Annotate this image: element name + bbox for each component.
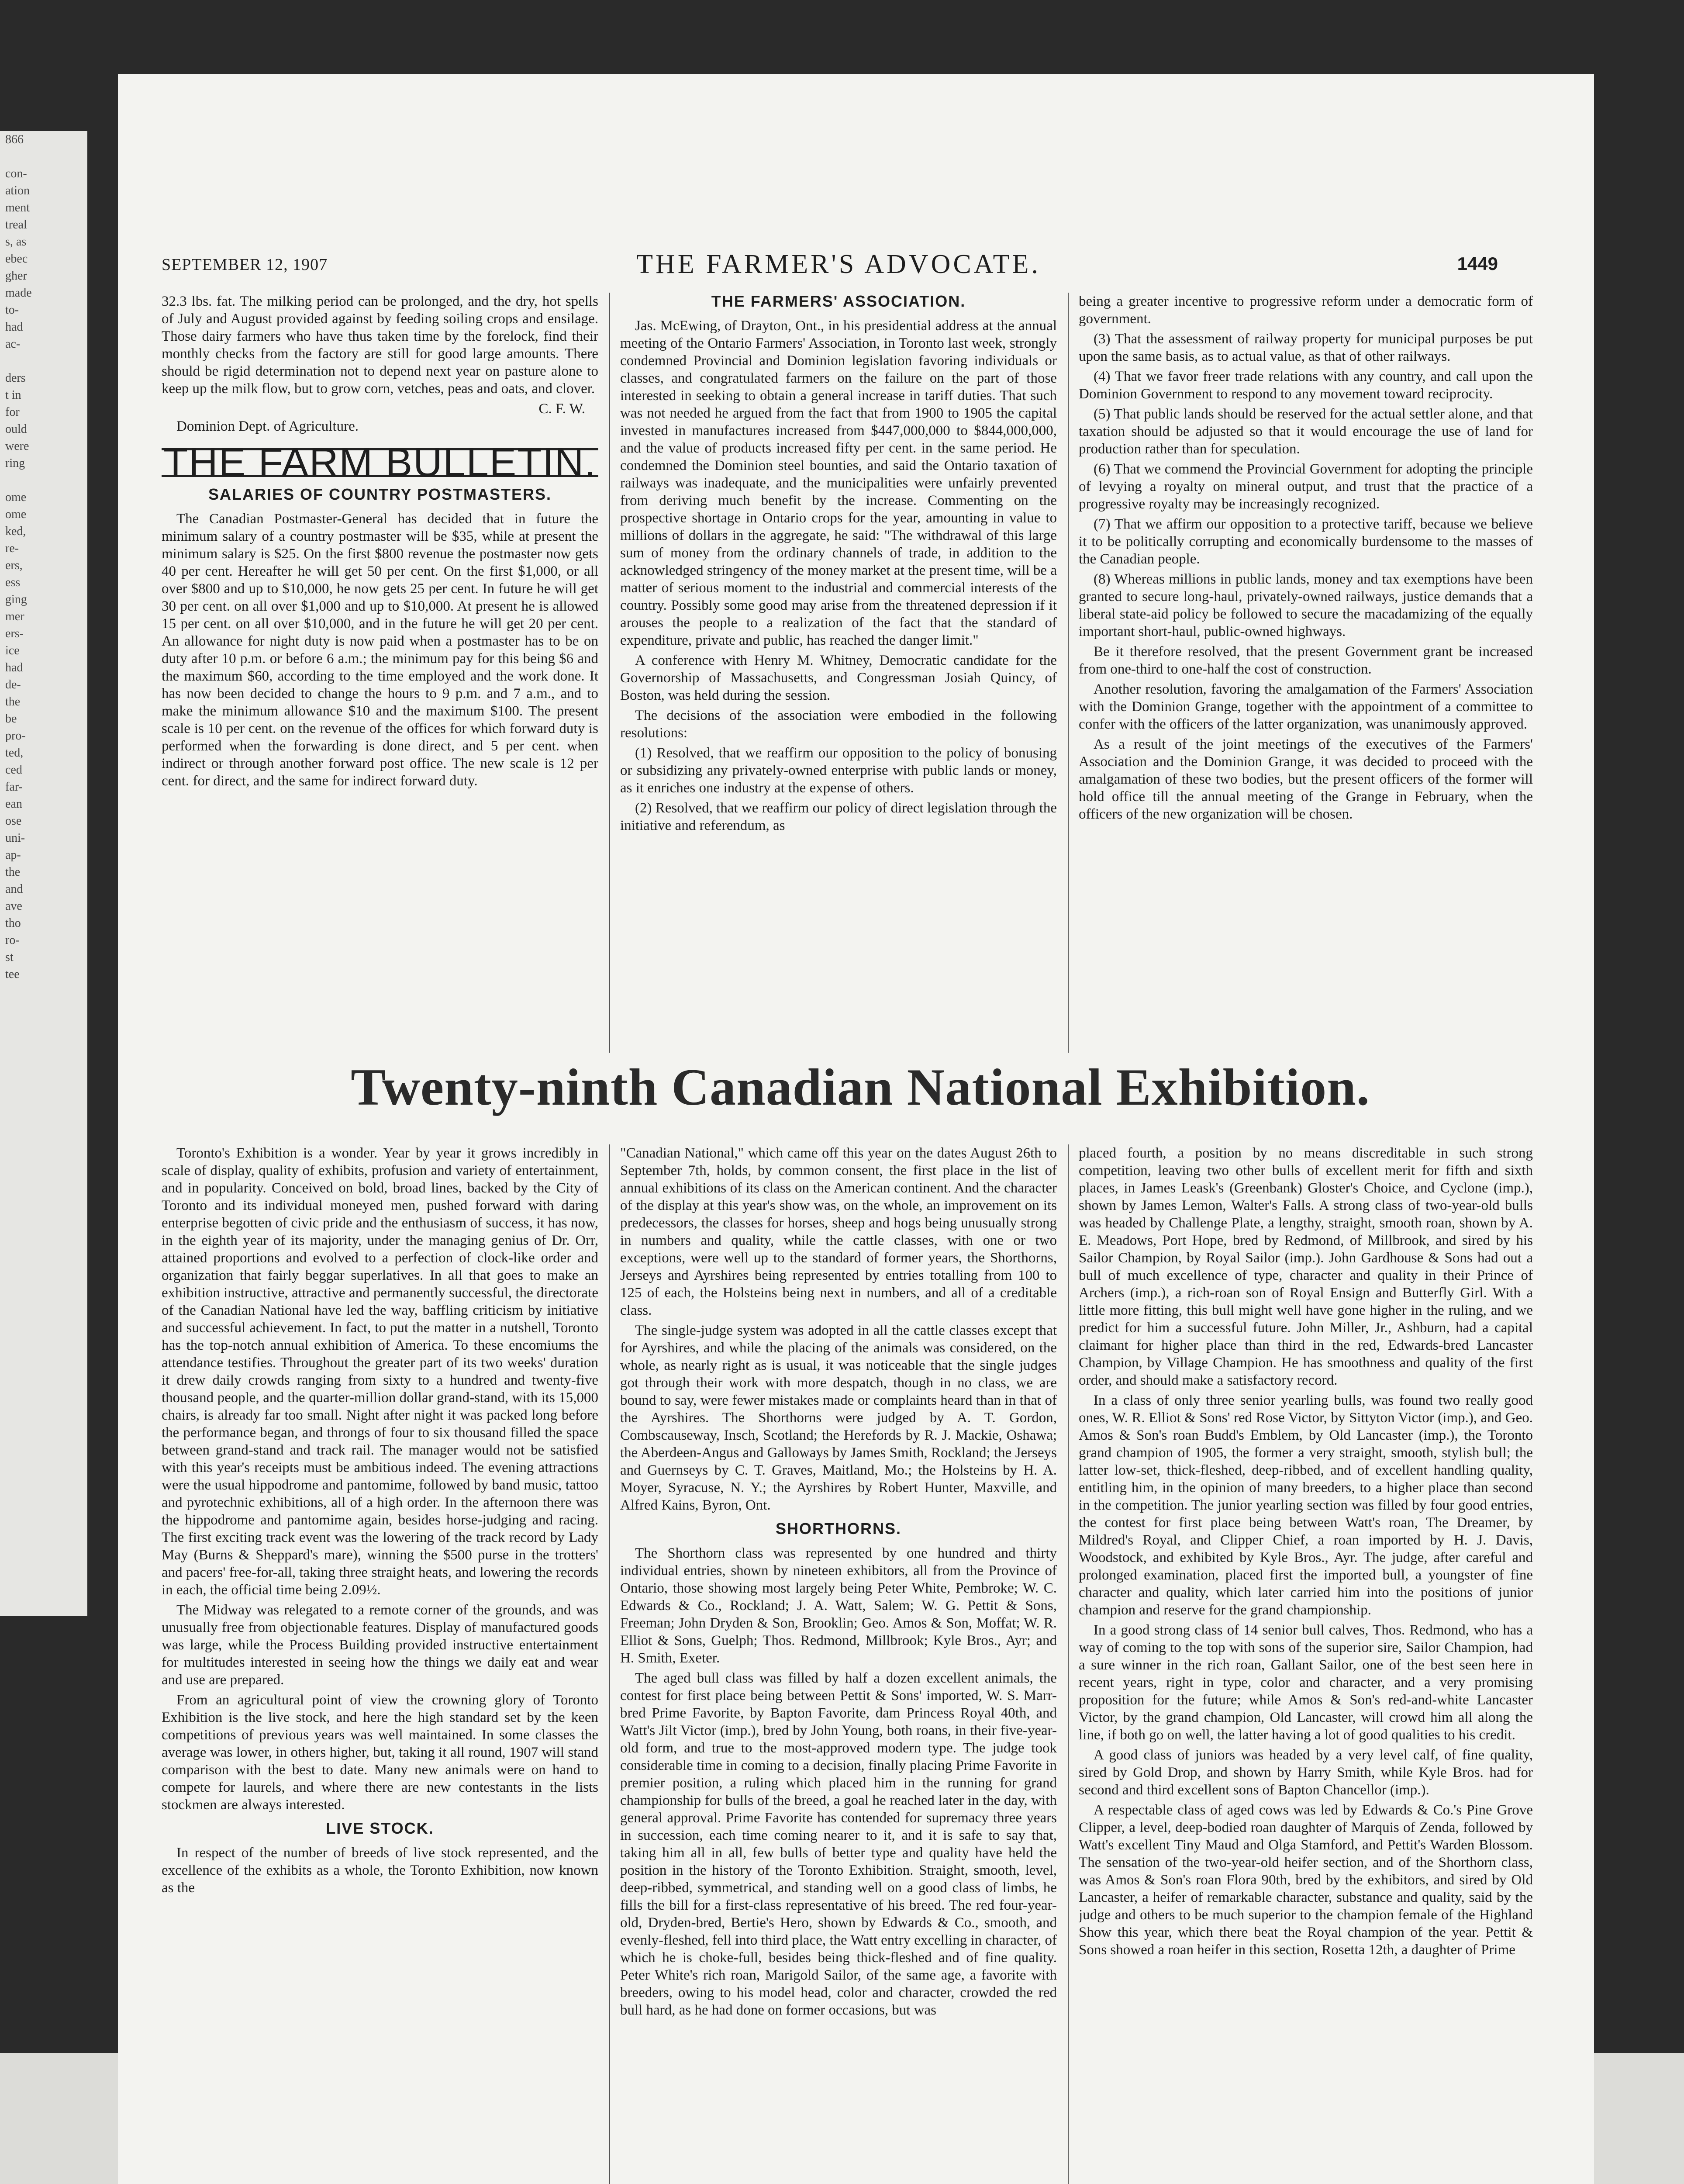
page-number: 1449	[1457, 253, 1498, 274]
article-paragraph: Be it therefore resolved, that the present Government grant be increased from one-third to one-half the cost of construction.	[1079, 644, 1533, 677]
section-subhead: LIVE STOCK.	[326, 1819, 434, 1837]
article-paragraph: (7) That we affirm our opposition to a protective tariff, because we believe it to be politically corrupting and economically burdensome to the masses of the Canadian people.	[1079, 516, 1533, 567]
adjacent-page-fragment: tho	[5, 916, 21, 930]
author-signature: C. F. W.	[538, 401, 585, 417]
page-header	[162, 249, 1515, 284]
adjacent-page-fragment: tee	[5, 968, 20, 981]
article-paragraph: In a good strong class of 14 senior bull calves, Thos. Redmond, who has a way of coming to the top with sons of the superior sire, Sailor Champion, had a sure winner in the rich roan, Gallant Sailor, one of the best seen here in recent years, right in type, color and character, and a very promising proposition for the future; while Amos & Son's red-and-white Lancaster Victor, by the grand champion, Old Lancaster, will crowd him all along the line, if both go on well, the latter having a lot of good qualities to his credit.	[1079, 1622, 1533, 1743]
article-paragraph: (8) Whereas millions in public lands, money and tax exemptions have been granted to secure long-haul, privately-owned railways, justice demands that a liberal state-aid policy be followed to secure the macadamizing of the equally important short-haul, public-owned highways.	[1079, 571, 1533, 639]
adjacent-page-fragment: the	[5, 865, 21, 879]
adjacent-page-fragment: ome	[5, 508, 27, 521]
adjacent-page-fragment: for	[5, 405, 20, 419]
article-paragraph: being a greater incentive to progressive reform under a democratic form of government.	[1079, 294, 1533, 327]
adjacent-page-fragment: t in	[5, 388, 21, 402]
adjacent-page-fragment: ers-	[5, 627, 24, 640]
lower-column-2	[620, 1144, 1057, 2184]
lower-column-1	[162, 1144, 598, 2184]
adjacent-page-fragment: ring	[5, 456, 25, 470]
adjacent-page-fragment: mer	[5, 610, 24, 623]
adjacent-page-fragment: ebec	[5, 252, 28, 266]
adjacent-page-fragment: ders	[5, 371, 26, 385]
adjacent-page-fragment: ced	[5, 763, 22, 777]
article-paragraph: From an agricultural point of view the crowning glory of Toronto Exhibition is the live stock, and here the high standard set by the keen competitions of previous years was well maintained. In some classes the average was lower, in others higher, but, taking it all round, 1907 will stand comparison with the best to date. Many new animals were on hand to compete for laurels, and where there are new contestants in the lists stockmen are always interested.	[162, 1692, 598, 1813]
article-paragraph: The Canadian Postmaster-General has decided that in future the minimum salary of a country postmaster will be $35, while at present the minimum salary is $25. On the first $800 revenue the postmaster now gets 40 per cent. Hereafter he will get 50 per cent. On the first $1,000, or all over $800 and up to $10,000, he now gets 25 per cent. In future he will get 30 per cent. on all over $1,000 and up to $10,000. At present he is allowed 15 per cent. on all over $10,000, and in the future he will get 20 per cent. An allowance for night duty is now paid when a postmaster has to be on duty after 10 p.m. or before 6 a.m.; the minimum pay for this being $6 and the maximum $60, according to the time employed and the work done. It has now been decided to change the hours to 9 p.m. and 7 a.m., and to make the minimum allowance $10 and the maximum $100. The present scale is 10 per cent. on the revenue of the offices for which forward duty is performed when the forwarding is done direct, and 5 per cent. when indirect or through another forward post office. The new scale is 12 per cent. for direct, and the same for indirect forward duty.	[162, 511, 598, 789]
newspaper-page	[118, 74, 1594, 2184]
adjacent-page-fragment: pro-	[5, 729, 26, 743]
adjacent-page-fragment: had	[5, 320, 23, 334]
adjacent-page-fragment: ess	[5, 576, 21, 589]
adjacent-page-fragment: ked,	[5, 525, 26, 538]
continued-paragraph: 32.3 lbs. fat. The milking period can be prolonged, and the dry, hot spells of July and August provided against by feeding soiling crops and ensilage. Those dairy farmers who have thus taken time by the forelock, find their monthly checks from the factory are still for good large amounts. There should be rigid determination not to depend next year on pasture alone to keep up the milk flow, but to grow corn, vetches, peas and oats, and clover.	[162, 294, 598, 397]
article-paragraph: The Midway was relegated to a remote corner of the grounds, and was unusually free from objectionable features. Display of manufactured goods was large, while the Process Building provided instructive entertainment for multitudes interested in seeing how the things we daily eat and wear and use are prepared.	[162, 1602, 598, 1688]
adjacent-page-fragment: s, as	[5, 235, 27, 249]
exhibition-headline: Twenty-ninth Canadian National Exhibition.	[351, 1058, 1370, 1116]
adjacent-page-fragment: ted,	[5, 746, 24, 760]
adjacent-page-fragment: were	[5, 439, 29, 453]
article-paragraph: (1) Resolved, that we reaffirm our opposition to the policy of bonusing or subsidizing any privately-owned enterprise with public lands or money, as it enriches one industry at the expense of others.	[620, 745, 1057, 796]
article-paragraph: placed fourth, a position by no means discreditable in such strong competition, leaving two other bulls of excellent merit for fifth and sixth places, in James Leask's (Greenbank) Gloster's Choice, and Cyclone (imp.), shown by James Lemon, Walter's Falls. A strong class of two-year-old bulls was headed by Challenge Plate, a lengthy, straight, smooth roan, shown by A. E. Meadows, Port Hope, bred by Redmond, of Millbrook, and sired by his Sailor Champion, by Royal Sailor (imp.). John Gardhouse & Sons had out a bull of much excellence of type, character and quality in their Prince of Archers (imp.), a rich-roan son of Royal Ensign and Butterfly Girl. With a little more fitting, this bull might well have gone higher in the ruling, and we predict for him a successful future. John Miller, Jr., Ashburn, had a capital claimant for higher place than third in the red, Edwards-bred Lancaster Champion, by Village Champion. He has smoothness and quality of the first order, and should make a satisfactory record.	[1079, 1145, 1533, 1388]
section-subhead: SALARIES OF COUNTRY POSTMASTERS.	[208, 485, 552, 503]
article-paragraph: As a result of the joint meetings of the executives of the Farmers' Association and the Dominion Grange, it was decided to proceed with the amalgamation of these two bodies, but the present officers of the former will hold office till the annual meeting of the Grange in February, when the officers of the new organization will be chosen.	[1079, 736, 1533, 822]
article-paragraph: In respect of the number of breeds of live stock represented, and the excellence of the exhibits as a whole, the Toronto Exhibition, now known as the	[162, 1845, 598, 1896]
adjacent-page-fragment: uni-	[5, 831, 25, 845]
article-paragraph: "Canadian National," which came off this year on the dates August 26th to September 7th, holds, by common consent, the first place in the list of annual exhibitions of its class on the American continent. And the character of the display at this year's show was, on the whole, an improvement on its predecessors, the classes for horses, sheep and hogs being unusually strong in numbers and quality, while the cattle classes, with one or two exceptions, were well up to the standard of former years, the Shorthorns, Jerseys and Ayrshires being represented by entries totalling from 100 to 125 of each, the Holsteins being next in numbers, and all of a creditable class.	[620, 1145, 1057, 1318]
article-paragraph: (4) That we favor freer trade relations with any country, and call upon the Dominion Government to respond to any movement toward reciprocity.	[1079, 369, 1533, 402]
column-rule	[609, 293, 610, 1053]
adjacent-page-fragment: ould	[5, 422, 27, 436]
farm-bulletin-banner: THE FARM BULLETIN.	[162, 448, 598, 477]
article-paragraph: Jas. McEwing, of Drayton, Ont., in his presidential address at the annual meeting of the Ontario Farmers' Association, in Toronto last week, strongly condemned Provincial and Dominion legislation favoring individuals or classes, and congratulated farmers on the failure on the part of those interested in seeking to obtain a general increase in tariff duties. That such was not needed he argued from the fact that from 1900 to 1905 the capital invested in manufactures increased from $447,000,000 to $844,000,000, and the value of products increased fifty per cent. in the same period. He condemned the Dominion steel bounties, and said the Ontario taxation of railways was inadequate, and the municipalities were unfairly prevented from deriving much benefit by the increase. Commenting on the prospective shortage in Ontario crops for the year, amounting in value to millions of dollars in the aggregate, he said: "The withdrawal of this large sum of money from the ordinary channels of trade, in addition to the acknowledged stringency of the money market at the present time, will be a matter of serious moment to the industrial and commercial interests of the country. Possibly some good may arise from the threatened depression if it arouses the people to a realization of the fact that the standard of expenditure, private and public, has reached the danger limit."	[620, 318, 1057, 648]
column-rule	[609, 1144, 610, 2184]
adjacent-page-fragment: ean	[5, 797, 22, 811]
adjacent-page-fragment: ose	[5, 814, 22, 828]
adjacent-page-strip	[0, 131, 87, 1616]
adjacent-page-fragment: ac-	[5, 337, 21, 351]
article-paragraph: The decisions of the association were embodied in the following resolutions:	[620, 708, 1057, 741]
adjacent-page-fragment: st	[5, 950, 14, 964]
adjacent-page-fragment: re-	[5, 542, 19, 555]
adjacent-page-fragment: 866	[5, 133, 24, 146]
adjacent-page-fragment: ment	[5, 201, 30, 214]
adjacent-page-fragment: treal	[5, 218, 27, 232]
adjacent-page-fragment: ave	[5, 899, 22, 913]
adjacent-page-fragment: the	[5, 695, 21, 708]
upper-column-2	[620, 293, 1057, 1057]
adjacent-page-fragment	[0, 472, 87, 489]
adjacent-page-fragment: and	[5, 882, 23, 896]
article-paragraph: (3) That the assessment of railway property for municipal purposes be put upon the same basis, as to actual value, as that of other railways.	[1079, 331, 1533, 364]
adjacent-page-fragment: be	[5, 712, 17, 726]
adjacent-page-fragment: ging	[5, 593, 27, 606]
adjacent-page-fragment: ers,	[5, 559, 23, 572]
article-paragraph: A good class of juniors was headed by a very level calf, of fine quality, sired by Gold Drop, and shown by Harry Smith, while Kyle Bros. had for second and third excellent sons of Bapton Chancellor (imp.).	[1079, 1747, 1533, 1798]
adjacent-page-fragment: made	[5, 286, 32, 300]
article-paragraph: The aged bull class was filled by half a dozen excellent animals, the contest for first place being between Pettit & Sons' imported, W. S. Marr-bred Prime Favorite, by Bapton Favorite, dam Princess Royal 40th, and Watt's Jilt Victor (imp.), bred by John Young, both roans, in their five-year-old form, and true to the most-approved modern type. The judge took considerable time in coming to a decision, finally placing Prime Favorite in premier position, a ruling which placed him in the running for grand championship for bulls of the breed, a goal he reached later in the day, with general approval. Prime Favorite has contended for supremacy three years in succession, each time coming nearer to it, and it is safe to say that, taking him all in all, few bulls of better type and quality have held the position in the history of the Toronto Exhibition. Straight, smooth, level, deep-ribbed, symmetrical, and standing well on a good class of limbs, he fills the bill for a first-class representative of his breed. The red four-year-old, Dryden-bred, Bertie's Hero, shown by Edwards & Co., smooth, and evenly-fleshed, fell into third place, the Watt entry excelling in character, of which he is choke-full, besides being thick-fleshed and of fine quality. Peter White's rich roan, Marigold Sailor, of the same age, a favorite with breeders, owing to his model head, color and character, crowded the red bull hard, as he had done on former occasions, but was	[620, 1670, 1057, 2018]
issue-date: SEPTEMBER 12, 1907	[162, 256, 328, 274]
article-paragraph: (6) That we commend the Provincial Government for adopting the principle of levying a royalty on mineral output, and trust that the practice of a progressive royalty may be increasingly recognized.	[1079, 461, 1533, 512]
article-paragraph: The Shorthorn class was represented by one hundred and thirty individual entries, shown by nineteen exhibitors, all from the Province of Ontario, those showing most largely being Peter White, Pembroke; W. C. Edwards & Co., Rockland; J. A. Watt, Salem; W. G. Pettit & Sons, Freeman; John Dryden & Son, Brooklin; Geo. Amos & Son, Moffat; W. R. Elliot & Sons, Guelph; Thos. Redmond, Millbrook; Kyle Bros., Ayr; and H. Smith, Exeter.	[620, 1545, 1057, 1666]
article-paragraph: (2) Resolved, that we reaffirm our policy of direct legislation through the initiative and referendum, as	[620, 800, 1057, 833]
article-paragraph: A conference with Henry M. Whitney, Democratic candidate for the Governorship of Massachusetts, and Congressman Josiah Quincy, of Boston, was held during the session.	[620, 653, 1057, 703]
column-rule	[1068, 293, 1069, 1053]
adjacent-page-fragment: ation	[5, 184, 30, 197]
upper-column-3	[1079, 293, 1533, 1057]
adjacent-page-fragment	[0, 148, 87, 165]
adjacent-page-fragment: con-	[5, 167, 27, 180]
masthead-title: THE FARMER'S ADVOCATE.	[636, 249, 1041, 279]
adjacent-page-fragment: had	[5, 661, 23, 674]
section-subhead: SHORTHORNS.	[775, 1520, 901, 1538]
section-subhead: THE FARMERS' ASSOCIATION.	[711, 293, 966, 310]
column-rule	[1068, 1144, 1069, 2184]
adjacent-page-fragment: ice	[5, 644, 20, 657]
article-paragraph: In a class of only three senior yearling bulls, was found two really good ones, W. R. Elliot & Sons' red Rose Victor, by Sittyton Victor (imp.), and Geo. Amos & Son's roan Budd's Emblem, by Old Lancaster (imp.), the Toronto grand champion of 1905, the former a very straight, smooth, stylish bull; the latter low-set, thick-fleshed, deep-ribbed, and of excellent handling quality, entitling him, in the opinion of many breeders, to a higher place than second in the competition. The junior yearling section was filled by four good entries, the contest for first place being between Watt's roan, The Dreamer, by Mildred's Royal, and Clipper Chief, a roan imported by H. J. Davis, Woodstock, and exhibited by Kyle Bros., Ayr. The judge, after careful and prolonged examination, placed first the imported bull, a youngster of fine character and quality, which later carried him into the positions of junior champion and reserve for the grand championship.	[1079, 1393, 1533, 1618]
article-paragraph: (5) That public lands should be reserved for the actual settler alone, and that taxation should be adjusted so that it would encourage the use of land for production rather than for speculation.	[1079, 406, 1533, 457]
adjacent-page-fragment: gher	[5, 269, 27, 283]
adjacent-page-fragment: ap-	[5, 848, 21, 862]
adjacent-page-fragment: de-	[5, 678, 21, 691]
adjacent-page-fragment: to-	[5, 303, 19, 317]
adjacent-page-fragment	[0, 352, 87, 370]
author-dept: Dominion Dept. of Agriculture.	[176, 418, 359, 434]
upper-column-1	[162, 293, 598, 1057]
article-paragraph: A respectable class of aged cows was led by Edwards & Co.'s Pine Grove Clipper, a level, deep-bodied roan daughter of Marquis of Zenda, followed by Watt's excellent Tiny Maud and Olga Stamford, and Pettit's Warden Blossom. The sensation of the two-year-old heifer section, and of the Shorthorn class, was Amos & Son's roan Flora 90th, bred by the exhibitors, and sired by Old Lancaster, a heifer of remarkable character, substance and quality, said by the judge and others to be much superior to the champion female of the Highland Show this year, which there beat the Royal champion of the year. Pettit & Sons showed a roan heifer in this section, Rosetta 12th, a daughter of Prime	[1079, 1802, 1533, 1958]
article-paragraph: Another resolution, favoring the amalgamation of the Farmers' Association with the Dominion Grange, together with the appointment of a committee to confer with the officers of the latter organization, was unanimously approved.	[1079, 681, 1533, 732]
adjacent-page-fragment: ome	[5, 491, 27, 504]
adjacent-page-fragment: ro-	[5, 933, 20, 947]
lower-column-3	[1079, 1144, 1533, 2184]
adjacent-page-fragment: far-	[5, 780, 23, 794]
article-paragraph: The single-judge system was adopted in all the cattle classes except that for Ayrshires, and while the placing of the animals was considered, on the whole, as nearly right as is usual, it was noticeable that the single judges got through their work with more despatch, though in no class, we are bound to say, were fewer mistakes made or complaints heard than in that of the Ayrshires. The Shorthorns were judged by A. T. Gordon, Combscauseway, Insch, Scotland; the Herefords by R. J. Mackie, Oshawa; the Aberdeen-Angus and Galloways by James Smith, Rockland; the Jerseys and Guernseys by C. T. Graves, Maitland, Mo.; the Holsteins by H. A. Moyer, Syracuse, N. Y.; the Ayrshires by Robert Hunter, Maxville, and Alfred Kains, Byron, Ont.	[620, 1323, 1057, 1513]
article-paragraph: Toronto's Exhibition is a wonder. Year by year it grows incredibly in scale of display, quality of exhibits, profusion and variety of entertainment, and in popularity. Conceived on bold, broad lines, backed by the City of Toronto and its individual moneyed men, pushed forward with daring enterprise begotten of civic pride and the enthusiasm of success, it has now, in the eighth year of its majority, under the managing genius of Dr. Orr, attained proportions and evolved to a perfection of clock-like order and organization that fairly beggar superlatives. In all that goes to make an exhibition instructive, attractive and permanently successful, the directorate of the Canadian National have led the way, baffling criticism by initiative and successful achievement. In fact, to put the matter in a nutshell, Toronto has the top-notch annual exhibition of America. To these encomiums the attendance testifies. Throughout the greater part of its two weeks' duration it drew daily crowds ranging from sixty to a hundred and twenty-five thousand people, and the quarter-million dollar grand-stand, with its 15,000 chairs, is already far too small. Night after night it was packed long before the performance began, and throngs of four to six thousand filled the space between grand-stand and track rail. The manager would not be satisfied with this year's receipts must be ambitious indeed. The evening attractions were the usual hippodrome and pantomime, followed by band music, tattoo and pyrotechnic exhibitions, all of a high order. In the afternoon there was the hippodrome and pantomime again, besides horse-judging and racing. The first exciting track event was the lowering of the track record by Lady May (Burns & Sheppard's mare), winning the $500 purse in the trotters' and pacers' free-for-all, taking three straight heats, and lowering the records in each, the official time being 2.09½.	[162, 1145, 598, 1598]
